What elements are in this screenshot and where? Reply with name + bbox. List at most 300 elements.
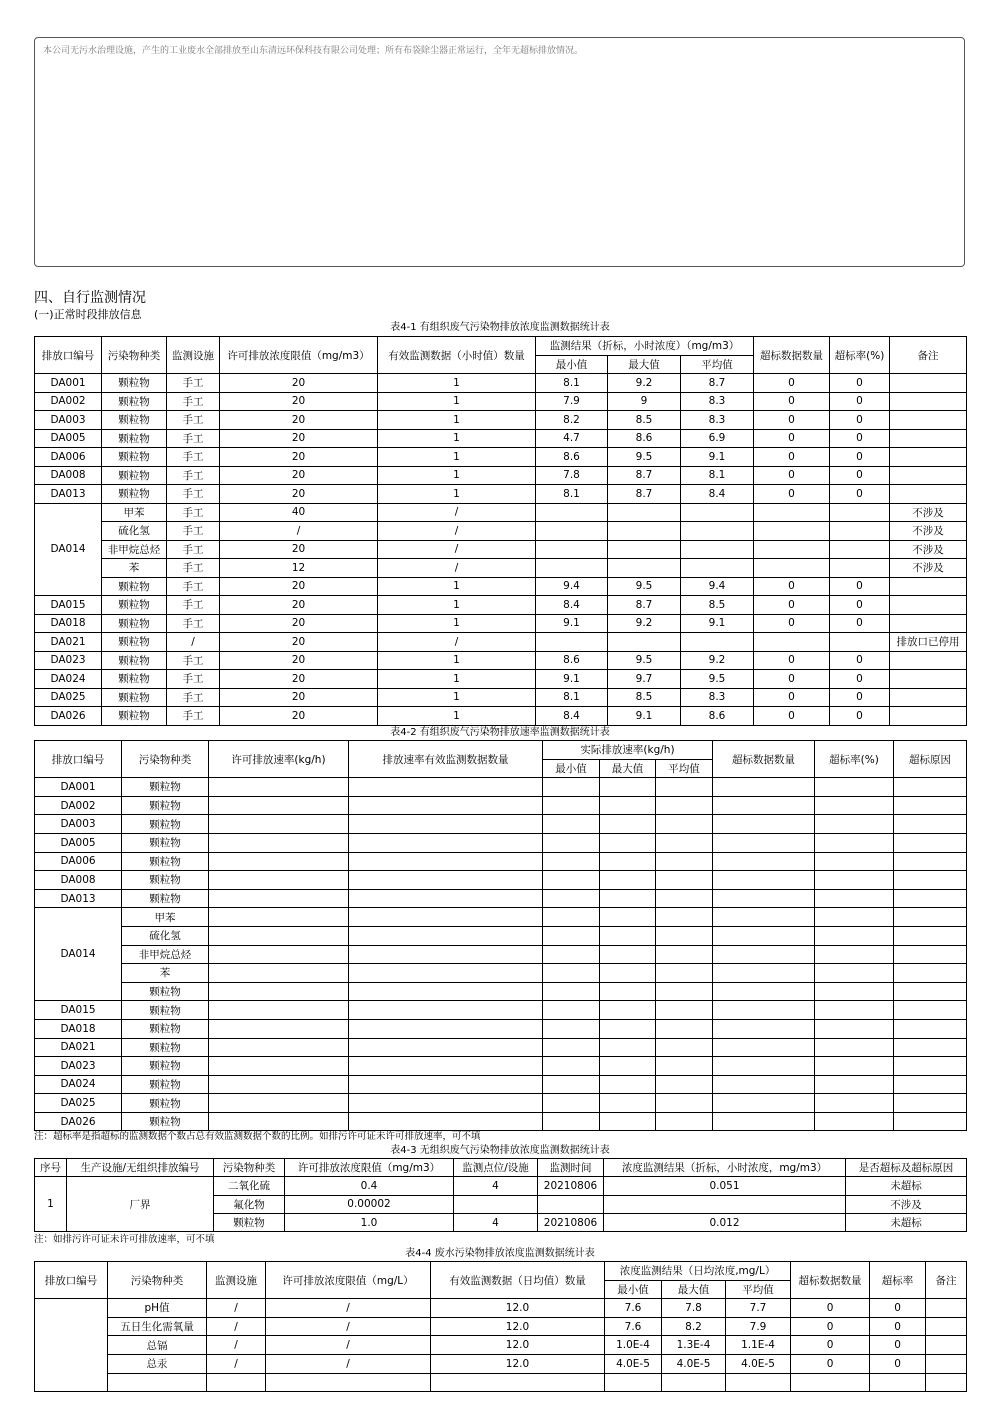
table-cell [754,559,830,578]
table-cell: 手工 [167,540,220,559]
table-cell: 颗粒物 [102,411,167,430]
table-cell [349,982,543,1001]
table-cell [662,1373,726,1392]
table-cell: 8.5 [608,688,681,707]
table-cell: 0 [754,614,830,633]
table-cell [349,852,543,871]
table-cell: 0 [870,1336,926,1355]
col-outlet: 排放口编号 [35,1262,108,1299]
table-cell: 20 [220,633,378,652]
table-cell: 颗粒物 [122,982,209,1001]
table-cell [656,815,713,834]
table-cell: 颗粒物 [102,429,167,448]
table-cell [656,796,713,815]
table-cell: 9.1 [608,707,681,726]
table-cell: 20 [220,448,378,467]
col-remark: 备注 [926,1262,967,1299]
table-cell: 不涉及 [890,540,967,559]
table-cell [713,1019,815,1038]
table-cell: 0 [791,1336,870,1355]
table-cell: 8.5 [608,411,681,430]
table-cell: DA021 [35,633,102,652]
table-cell: 0 [830,429,890,448]
table-cell: 颗粒物 [102,448,167,467]
table-cell: 颗粒物 [122,1112,209,1131]
table-4-4-caption: 表4-4 废水污染物排放浓度监测数据统计表 [405,1248,595,1259]
table-cell: 9.7 [608,670,681,689]
table-cell [604,1195,846,1213]
table-cell: 0 [754,466,830,485]
table-cell: 20 [220,540,378,559]
table-cell: 7.7 [726,1299,791,1318]
table-cell: 0 [830,670,890,689]
table-cell: DA014 [35,503,102,596]
table-cell: 0 [830,577,890,596]
table-cell: 手工 [167,374,220,393]
table-cell: 0 [830,374,890,393]
table-cell [543,815,600,834]
table-cell [349,945,543,964]
table-cell [815,815,894,834]
table-cell: 颗粒物 [122,871,209,890]
table-cell: DA024 [35,1075,122,1094]
table-row [35,1354,967,1373]
table-cell: 1 [378,651,536,670]
table-cell: 0 [754,448,830,467]
table-cell [600,1075,656,1094]
table-cell: 4.0E-5 [605,1354,662,1373]
table-cell: 0.012 [604,1213,846,1231]
table-cell: DA005 [35,429,102,448]
table-cell [207,1373,266,1392]
table-cell [754,540,830,559]
table-cell: 0 [791,1317,870,1336]
table-cell: DA013 [35,889,122,908]
table-cell [713,926,815,945]
table-cell: 0 [754,577,830,596]
table-cell: 0 [830,651,890,670]
table-cell [349,1001,543,1020]
table-cell [894,945,967,964]
col-avg: 平均值 [726,1280,791,1299]
table-cell [815,982,894,1001]
table-cell [754,503,830,522]
table-cell [713,778,815,797]
table-cell: / [167,633,220,652]
table-cell: 0 [754,596,830,615]
table-cell [656,926,713,945]
table-cell [600,833,656,852]
col-exceed: 超标数据数量 [713,741,815,778]
table-cell [600,871,656,890]
col-remark: 备注 [890,337,967,374]
table-cell: 未超标 [846,1177,967,1195]
table-cell: 0.051 [604,1177,846,1195]
table-cell: 0 [754,670,830,689]
col-min: 最小值 [536,355,608,374]
table-cell: 8.4 [681,485,754,504]
table-cell: 排放口已停用 [890,633,967,652]
table-cell: / [266,1354,431,1373]
col-count: 有效监测数据（日均值）数量 [431,1262,605,1299]
table-cell [894,1094,967,1113]
note-text: 本公司无污水治理设施，产生的工业废水全部排放至山东清远环保科技有限公司处理；所有布袋除尘器正常运行，全年无超标排放情况。 [43,46,584,56]
table-cell: DA015 [35,1001,122,1020]
table-cell: 7.8 [536,466,608,485]
table-cell [543,852,600,871]
table-cell [890,596,967,615]
table-cell: DA018 [35,1019,122,1038]
table-cell [608,503,681,522]
table-cell: DA024 [35,670,102,689]
table-cell [815,1057,894,1076]
table-cell [713,871,815,890]
table-cell: 0.00002 [285,1195,454,1213]
table-cell [890,374,967,393]
col-limit: 许可排放浓度限值（mg/m3） [220,337,378,374]
table-cell [815,1019,894,1038]
table-cell [656,964,713,983]
table-cell [543,1019,600,1038]
table-cell: 12.0 [431,1317,605,1336]
table-cell [713,796,815,815]
table-cell [538,1195,604,1213]
table-cell: 颗粒物 [102,651,167,670]
table-cell [713,964,815,983]
table-cell: 1 [378,614,536,633]
table-cell: 1.1E-4 [726,1336,791,1355]
table-cell: 颗粒物 [122,1038,209,1057]
table-4-3-footnote: 注：如排污许可证未许可排放速率，可不填 [34,1234,215,1245]
table-row [35,485,967,504]
table-cell [815,964,894,983]
table-cell: 颗粒物 [102,374,167,393]
table-row [35,1317,967,1336]
table-cell: / [378,503,536,522]
table-cell: DA021 [35,1038,122,1057]
table-cell [926,1299,967,1318]
table-row [35,670,967,689]
table-cell [209,1057,349,1076]
table-cell [713,889,815,908]
table-cell [600,796,656,815]
col-time: 监测时间 [538,1159,604,1177]
table-cell: 手工 [167,688,220,707]
col-status: 是否超标及超标原因 [846,1159,967,1177]
table-cell: 手工 [167,503,220,522]
section-subheading: (一)正常时段排放信息 [34,308,142,321]
table-cell: / [266,1317,431,1336]
table-cell [656,1075,713,1094]
table-cell: 手工 [167,485,220,504]
table-cell [600,1094,656,1113]
table-cell: 8.7 [608,485,681,504]
table-cell: 1 [378,411,536,430]
table-cell: 0 [870,1317,926,1336]
table-cell [543,833,600,852]
table-cell [656,908,713,927]
table-cell: / [378,633,536,652]
table-cell: 0 [754,651,830,670]
table-cell: / [220,522,378,541]
table-cell: 0 [754,411,830,430]
table-cell [543,796,600,815]
table-cell [543,1075,600,1094]
table-cell: DA023 [35,651,102,670]
table-row [35,1038,967,1057]
table-cell [726,1373,791,1392]
table-cell: 9.4 [536,577,608,596]
table-cell [894,982,967,1001]
table-row [35,926,967,945]
table-cell [656,1001,713,1020]
table-cell [266,1373,431,1392]
table-cell: 0 [791,1299,870,1318]
table-cell: 1.3E-4 [662,1336,726,1355]
table-row [35,522,967,541]
table-cell: / [378,559,536,578]
table-cell [681,540,754,559]
table-cell [209,945,349,964]
col-rate: 超标率 [870,1262,926,1299]
table-cell [830,559,890,578]
table-row [35,889,967,908]
table-cell [349,833,543,852]
table-cell: 手工 [167,596,220,615]
table-cell: 甲苯 [102,503,167,522]
table-cell: DA026 [35,707,102,726]
table-cell [894,1019,967,1038]
table-cell [349,1057,543,1076]
table-cell: 二氧化硫 [214,1177,285,1195]
table-cell: 7.6 [605,1317,662,1336]
table-cell: 8.1 [681,466,754,485]
table-cell [894,1057,967,1076]
table-cell [894,1112,967,1131]
col-result: 监测结果（折标，小时浓度）（mg/m3） [536,337,754,356]
table-cell: 0 [830,614,890,633]
table-cell: / [207,1336,266,1355]
table-cell: 20 [220,651,378,670]
table-cell: 五日生化需氧量 [108,1317,207,1336]
table-cell: 7.6 [605,1299,662,1318]
col-max: 最大值 [608,355,681,374]
table-cell [815,1094,894,1113]
table-cell: 1 [378,596,536,615]
table-cell: 4 [454,1213,538,1231]
table-cell [830,540,890,559]
table-cell [608,522,681,541]
table-cell [209,1094,349,1113]
table-cell [543,1001,600,1020]
table-cell [543,1094,600,1113]
table-cell: 不涉及 [890,522,967,541]
table-cell [108,1373,207,1392]
table-cell: 8.3 [681,392,754,411]
table-cell: 0 [830,707,890,726]
table-cell: 手工 [167,466,220,485]
table-cell [890,411,967,430]
table-cell: 非甲烷总烃 [122,945,209,964]
col-facility: 监测设施 [207,1262,266,1299]
table-row [35,577,967,596]
table-cell [894,1075,967,1094]
col-exceed: 超标数据数量 [791,1262,870,1299]
table-cell: 颗粒物 [122,833,209,852]
table-cell: 苯 [122,964,209,983]
table-cell: 12.0 [431,1354,605,1373]
col-limit: 许可排放浓度限值（mg/m3） [285,1159,454,1177]
table-cell: / [207,1317,266,1336]
table-cell: 4.0E-5 [662,1354,726,1373]
col-min: 最小值 [543,759,600,778]
table-cell: 0 [830,688,890,707]
table-cell: 0 [754,392,830,411]
col-limit: 许可排放速率(kg/h) [209,741,349,778]
table-cell: 颗粒物 [102,577,167,596]
table-cell: 颗粒物 [214,1213,285,1231]
table-cell [713,1038,815,1057]
table-cell: 颗粒物 [102,688,167,707]
table-cell: 颗粒物 [122,1001,209,1020]
table-cell: / [266,1336,431,1355]
table-cell [754,633,830,652]
table-cell [349,1094,543,1113]
table-cell [209,871,349,890]
table-cell: 0 [830,596,890,615]
table-cell [600,1001,656,1020]
table-cell [349,871,543,890]
col-outlet: 排放口编号 [35,741,122,778]
table-cell [815,871,894,890]
table-cell: 1 [378,392,536,411]
table-cell: 0 [791,1354,870,1373]
table-4-3 [34,1158,967,1232]
table-cell [209,1001,349,1020]
table-cell [894,889,967,908]
table-cell: 4.7 [536,429,608,448]
table-cell: 20 [220,577,378,596]
table-cell: 12 [220,559,378,578]
note-box [34,37,965,267]
table-cell: 氟化物 [214,1195,285,1213]
table-cell: DA015 [35,596,102,615]
table-cell [349,1075,543,1094]
table-cell [890,670,967,689]
table-cell [543,908,600,927]
table-cell: DA026 [35,1112,122,1131]
table-cell: 手工 [167,448,220,467]
table-cell [656,1019,713,1038]
table-cell: 总汞 [108,1354,207,1373]
table-cell: 20 [220,614,378,633]
table-cell: 0 [830,411,890,430]
table-cell [209,1019,349,1038]
table-cell [536,522,608,541]
table-cell: 1 [378,429,536,448]
table-cell: 0.4 [285,1177,454,1195]
table-cell: 8.7 [608,596,681,615]
table-cell [543,982,600,1001]
table-cell: 不涉及 [890,503,967,522]
col-max: 最大值 [662,1280,726,1299]
col-pollutant: 污染物种类 [122,741,209,778]
table-cell [815,796,894,815]
table-cell [209,833,349,852]
table-row [35,466,967,485]
table-cell [713,852,815,871]
table-cell: 苯 [102,559,167,578]
table-cell [713,1094,815,1113]
table-row [35,651,967,670]
table-cell: 手工 [167,522,220,541]
table-4-1-caption: 表4-1 有组织废气污染物排放浓度监测数据统计表 [390,322,610,333]
table-cell [681,503,754,522]
table-cell: 颗粒物 [122,1019,209,1038]
table-cell: 颗粒物 [102,670,167,689]
table-cell: 0 [754,688,830,707]
table-cell [543,1057,600,1076]
table-row [35,448,967,467]
table-cell: 颗粒物 [122,1057,209,1076]
table-cell [926,1373,967,1392]
table-row [35,411,967,430]
table-cell [890,466,967,485]
table-cell [713,1075,815,1094]
section-heading: 四、自行监测情况 [34,290,146,306]
table-cell [815,1038,894,1057]
table-cell [894,778,967,797]
table-row [35,392,967,411]
table-cell: 9.1 [681,614,754,633]
col-avg: 平均值 [656,759,713,778]
table-row [35,1094,967,1113]
table-4-4 [34,1261,967,1392]
table-cell: DA025 [35,688,102,707]
table-cell [543,889,600,908]
table-cell: 手工 [167,651,220,670]
table-cell [754,522,830,541]
table-cell [894,964,967,983]
col-reason: 超标原因 [894,741,967,778]
col-facility: 监测设施 [167,337,220,374]
table-cell [894,1001,967,1020]
table-4-2 [34,740,967,1131]
table-cell: 不涉及 [890,559,967,578]
table-cell [894,852,967,871]
table-cell: 8.6 [536,651,608,670]
table-4-2-caption: 表4-2 有组织废气污染物排放速率监测数据统计表 [390,727,610,738]
table-cell [600,908,656,927]
table-cell [349,815,543,834]
table-cell [656,852,713,871]
table-cell [454,1195,538,1213]
table-cell [349,908,543,927]
table-cell: / [207,1299,266,1318]
table-cell [890,577,967,596]
table-cell [600,1112,656,1131]
table-cell: 20 [220,707,378,726]
table-cell [608,540,681,559]
table-cell [894,796,967,815]
col-pollutant: 污染物种类 [102,337,167,374]
col-count: 排放速率有效监测数据数量 [349,741,543,778]
table-cell: / [378,540,536,559]
table-cell: 9.5 [681,670,754,689]
table-cell: 8.3 [681,688,754,707]
table-cell [600,945,656,964]
table-row [35,374,967,393]
